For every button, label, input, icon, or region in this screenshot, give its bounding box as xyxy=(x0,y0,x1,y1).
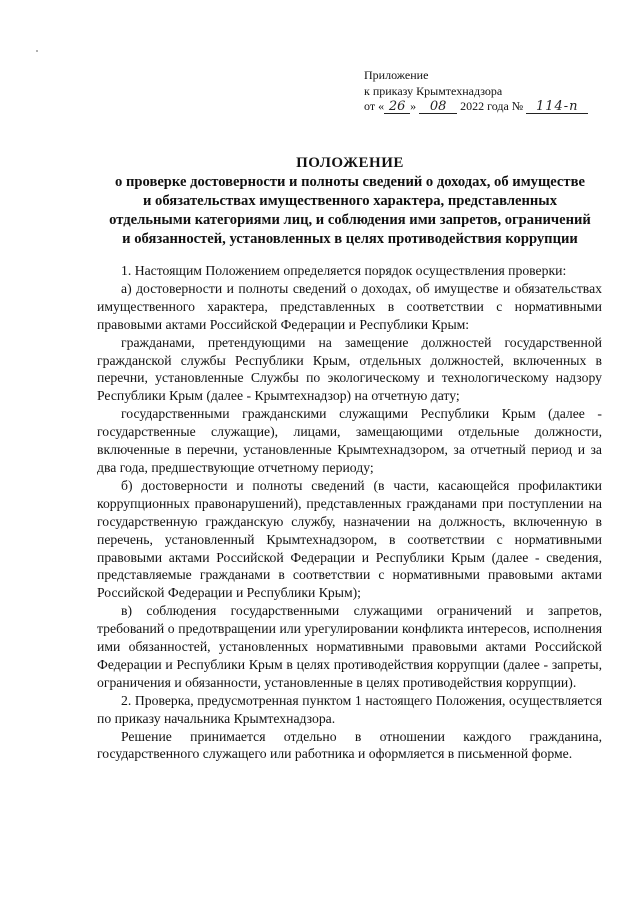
paragraph-decision: Решение принимается отдельно в отношении каждого гражданина, государственного служащего или работника и оформляется в письменной форме. xyxy=(97,728,602,762)
subtitle-line: отдельными категориями лиц, и соблюдения ими запретов, ограничений xyxy=(109,212,591,228)
document-title: ПОЛОЖЕНИЕ xyxy=(296,155,404,171)
handwritten-order-number: 114-п xyxy=(526,100,588,114)
paragraph-1a-servants: государственными гражданскими служащими Республики Крым (далее - государственные служащие), лицами, замещающими отдельные должности, включенные в перечни, установленные Крымтехнадзором, за отчетный период и за два года, предшествующие отчетному периоду; xyxy=(97,406,602,475)
handwritten-day: 26 xyxy=(384,100,410,114)
appendix-date-line xyxy=(364,99,614,115)
subtitle-line: и обязательствах имущественного характера, представленных xyxy=(143,193,557,209)
appendix-header xyxy=(364,68,614,115)
subtitle-line: и обязанностей, установленных в целях противодействия коррупции xyxy=(122,231,578,247)
appendix-line-2: к приказу Крымтехнадзора xyxy=(364,83,503,98)
date-mid: » xyxy=(410,99,417,113)
document-body xyxy=(97,262,602,763)
date-prefix: от « xyxy=(364,99,385,113)
appendix-line-1: Приложение xyxy=(364,68,429,82)
document-heading xyxy=(90,154,610,249)
handwritten-month: 08 xyxy=(419,100,457,114)
paragraph-2: 2. Проверка, предусмотренная пунктом 1 настоящего Положения, осуществляется по приказу начальника Крымтехнадзора. xyxy=(97,692,602,726)
paragraph-1b: б) достоверности и полноты сведений (в части, касающейся профилактики коррупционных правонарушений), представленных гражданами при поступлении на государственную гражданскую службу, назначении на должность, включенную в перечень, установленный Крымтехнадзором, в соответствии с нормативными правовыми актами Российской Федерации и Республики Крым (далее - сведения, представляемые гражданами в соответствии с нормативными правовыми актами Российской Федерации и Республики Крым); xyxy=(97,477,602,601)
subtitle-line: о проверке достоверности и полноты сведений о доходах, об имуществе xyxy=(115,174,585,190)
scan-dot xyxy=(36,50,38,52)
paragraph-1: 1. Настоящим Положением определяется порядок осуществления проверки: xyxy=(121,263,567,278)
paragraph-1a-citizens: гражданами, претендующими на замещение должностей государственной гражданской службы Республики Крым, отдельных должностей, включенных в перечни, установленные Службы по экологическому и технологическому надзору Республики Крым (далее - Крымтехнадзор) на отчетную дату; xyxy=(97,334,602,404)
paragraph-1a: а) достоверности и полноты сведений о доходах, об имуществе и обязательствах имущественного характера, представленных в соответствии с нормативными правовыми актами Российской Федерации и Республики Крым: xyxy=(97,280,602,332)
date-suffix: 2022 года № xyxy=(460,99,524,113)
paragraph-1c: в) соблюдения государственными служащими ограничений и запретов, требований о предотвращении или урегулировании конфликта интересов, исполнения ими обязанностей, установленных нормативными правовыми актами Российской Федерации и Республики Крым в целях противодействия коррупции (далее - запреты, ограничения и обязанности, установленные в целях противодействия коррупции). xyxy=(97,603,602,690)
